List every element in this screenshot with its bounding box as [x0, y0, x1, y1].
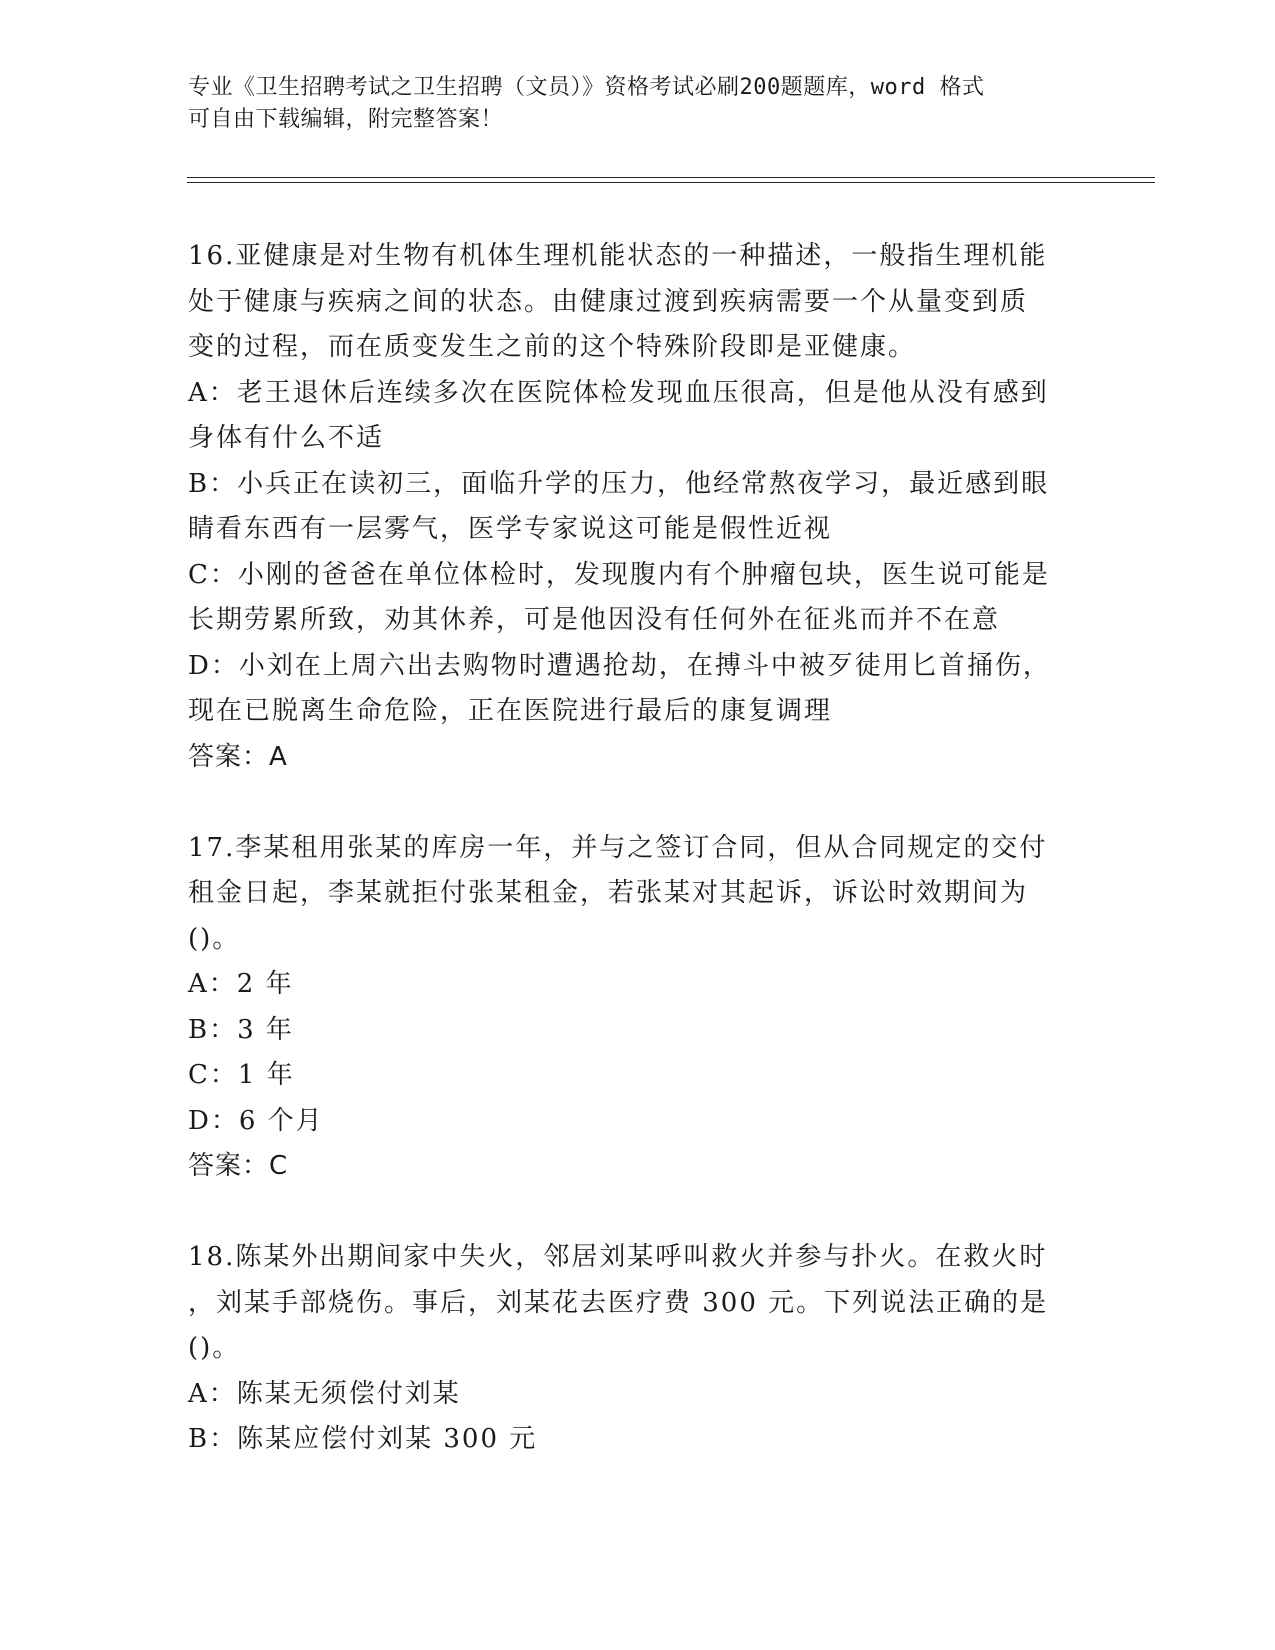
option-line: A：老王退休后连续多次在医院体检发现血压很高，但是他从没有感到	[188, 377, 1049, 408]
option-line: C：小刚的爸爸在单位体检时，发现腹内有个肿瘤包块，医生说可能是	[188, 559, 1050, 590]
question-stem-line: 16.亚健康是对生物有机体生理机能状态的一种描述，一般指生理机能	[188, 241, 1048, 271]
answer-label: 答案：C	[188, 1151, 289, 1181]
option-line: D：小刘在上周六出去购物时遭遇抢劫，在搏斗中被歹徒用匕首捅伤，	[188, 650, 1051, 681]
option-a: A：陈某无须偿付刘某	[188, 1378, 461, 1409]
option-line: B：小兵正在读初三，面临升学的压力，他经常熬夜学习，最近感到眼	[188, 468, 1050, 499]
option-c	[188, 553, 1088, 644]
answer-label: 答案：A	[188, 741, 288, 772]
question-stem-line: 租金日起，李某就拒付张某租金，若张某对其起诉，诉讼时效期间为	[188, 878, 1029, 908]
header-divider-top	[187, 177, 1155, 178]
option-b: B：3 年	[188, 1014, 294, 1045]
question-stem-line: ，刘某手部烧伤。事后，刘某花去医疗费 300 元。下列说法正确的是	[188, 1287, 1049, 1318]
option-b	[188, 462, 1088, 553]
option-a: A：2 年	[188, 969, 294, 999]
option-a	[188, 371, 1088, 462]
option-line: 睛看东西有一层雾气，医学专家说这可能是假性近视	[188, 514, 833, 544]
option-line: 现在已脱离生命危险，正在医院进行最后的康复调理	[188, 696, 833, 726]
question-16	[188, 234, 1088, 780]
question-stem-line: ()。	[188, 923, 241, 954]
option-b: B：陈某应偿付刘某 300 元	[188, 1424, 538, 1454]
question-18	[188, 1235, 1088, 1463]
option-d	[188, 644, 1088, 735]
header-line-1: 专业《卫生招聘考试之卫生招聘（文员）》资格考试必刷200题题库，word 格式	[188, 75, 985, 100]
header-line-2: 可自由下载编辑，附完整答案！	[188, 107, 504, 132]
question-list	[188, 234, 1088, 1463]
question-stem-line: 变的过程，而在质变发生之前的这个特殊阶段即是亚健康。	[188, 332, 917, 362]
question-17	[188, 826, 1088, 1190]
question-stem-line: 处于健康与疾病之间的状态。由健康过渡到疾病需要一个从量变到质	[188, 286, 1029, 317]
option-line: 身体有什么不适	[188, 423, 385, 453]
header-divider-bottom	[187, 182, 1155, 183]
option-c: C：1 年	[188, 1060, 295, 1090]
document-header	[188, 72, 1068, 136]
option-line: 长期劳累所致，劝其休养，可是他因没有任何外在征兆而并不在意	[188, 605, 1001, 635]
question-stem-line: 18.陈某外出期间家中失火，邻居刘某呼叫救火并参与扑火。在救火时	[188, 1242, 1048, 1272]
question-stem-line: 17.李某租用张某的库房一年，并与之签订合同，但从合同规定的交付	[188, 832, 1048, 863]
option-d: D：6 个月	[188, 1105, 324, 1136]
question-stem-line: ()。	[188, 1333, 241, 1363]
